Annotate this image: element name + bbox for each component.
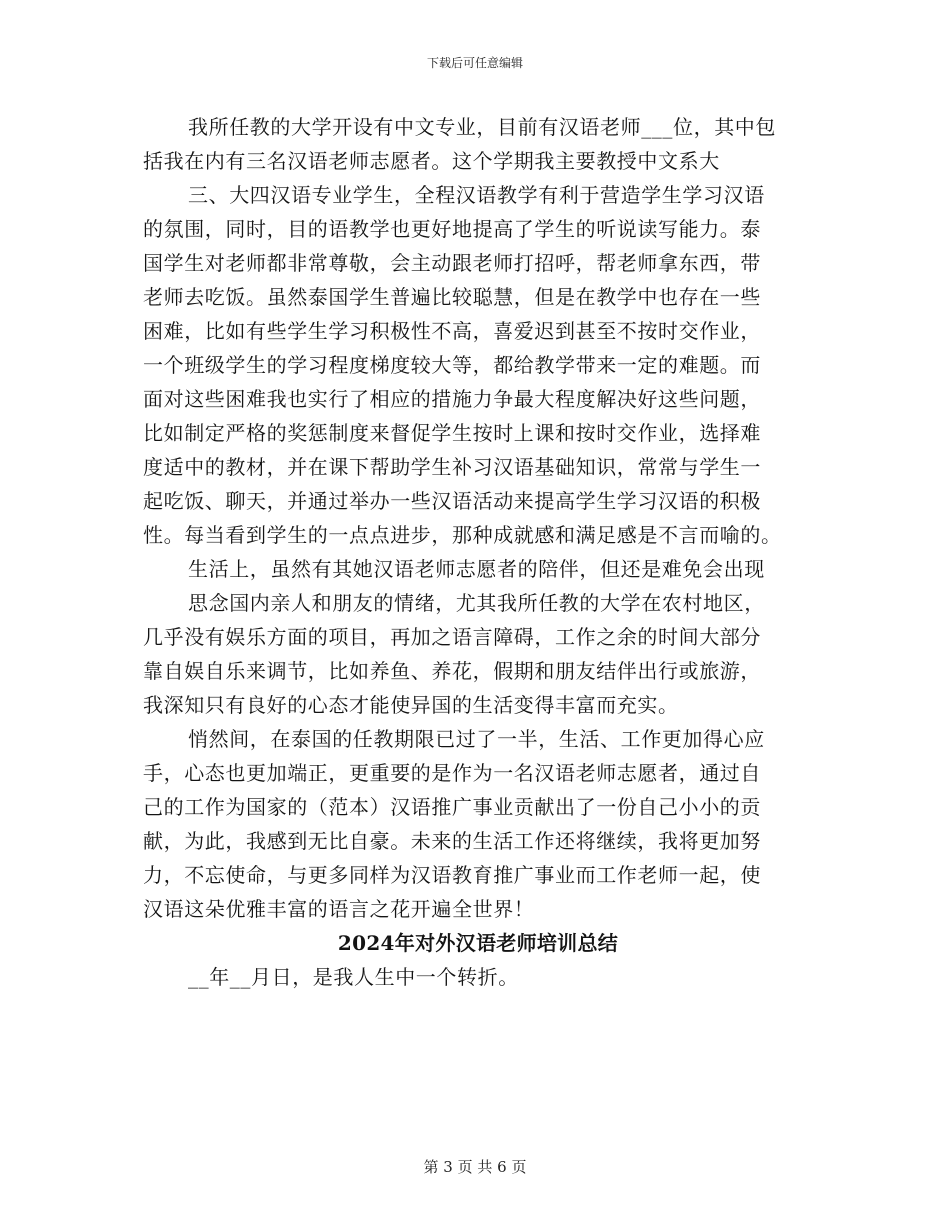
- paragraph-line: 汉语这朵优雅丰富的语言之花开遍全世界！: [143, 897, 535, 921]
- paragraph-line: 手，心态也更加端正，更重要的是作为一名汉语老师志愿者，通过自: [143, 761, 761, 785]
- paragraph-line: 老师去吃饭。虽然泰国学生普遍比较聪慧，但是在教学中也存在一些: [143, 285, 761, 309]
- paragraph-line: 三、大四汉语专业学生，全程汉语教学有利于营造学生学习汉语: [188, 183, 765, 207]
- paragraph-line: 性。每当看到学生的一点点进步，那种成就感和满足感是不言而喻的。: [143, 523, 782, 547]
- paragraph-line: 比如制定严格的奖惩制度来督促学生按时上课和按时交作业，选择难: [143, 421, 761, 445]
- paragraph-line: 困难，比如有些学生学习积极性不高，喜爱迟到甚至不按时交作业，: [143, 319, 761, 343]
- paragraph-line: 生活上，虽然有其她汉语老师志愿者的陪伴，但还是难免会出现: [188, 557, 765, 581]
- paragraph-line: 靠自娱自乐来调节，比如养鱼、养花，假期和朋友结伴出行或旅游，: [143, 659, 761, 683]
- paragraph-line: 悄然间，在泰国的任教期限已过了一半，生活、工作更加得心应: [188, 727, 765, 751]
- paragraph-line: 的氛围，同时，目的语教学也更好地提高了学生的听说读写能力。泰: [143, 217, 761, 241]
- paragraph-line: 度适中的教材，并在课下帮助学生补习汉语基础知识，常常与学生一: [143, 455, 761, 479]
- paragraph-line: 一个班级学生的学习程度梯度较大等，都给教学带来一定的难题。而: [143, 353, 761, 377]
- paragraph-line: 国学生对老师都非常尊敬，会主动跟老师打招呼，帮老师拿东西，带: [143, 251, 761, 275]
- paragraph-line: __年__月日，是我人生中一个转折。: [188, 965, 519, 989]
- paragraph-line: 己的工作为国家的（范本）汉语推广事业贡献出了一份自己小小的贡: [143, 795, 761, 819]
- paragraph-line: 献，为此，我感到无比自豪。未来的生活工作还将继续，我将更加努: [143, 829, 761, 853]
- section-title: 2024年对外汉语老师培训总结: [337, 931, 619, 955]
- page-header: 下载后可任意编辑: [426, 56, 523, 70]
- page-number-footer: 第 3 页 共 6 页: [423, 1158, 527, 1176]
- paragraph-line: 我所任教的大学开设有中文专业，目前有汉语老师___位，其中包: [188, 115, 776, 139]
- paragraph-line: 我深知只有良好的心态才能使异国的生活变得丰富而充实。: [143, 693, 679, 717]
- paragraph-line: 力，不忘使命，与更多同样为汉语教育推广事业而工作老师一起，使: [143, 863, 761, 887]
- document-body: [143, 110, 813, 994]
- paragraph-line: 几乎没有娱乐方面的项目，再加之语言障碍，工作之余的时间大部分: [143, 625, 761, 649]
- paragraph-line: 括我在内有三名汉语老师志愿者。这个学期我主要教授中文系大: [143, 149, 720, 173]
- paragraph-line: 思念国内亲人和朋友的情绪，尤其我所任教的大学在农村地区，: [188, 591, 765, 615]
- paragraph-line: 面对这些困难我也实行了相应的措施力争最大程度解决好这些问题，: [143, 387, 761, 411]
- paragraph-line: 起吃饭、聊天，并通过举办一些汉语活动来提高学生学习汉语的积极: [143, 489, 761, 513]
